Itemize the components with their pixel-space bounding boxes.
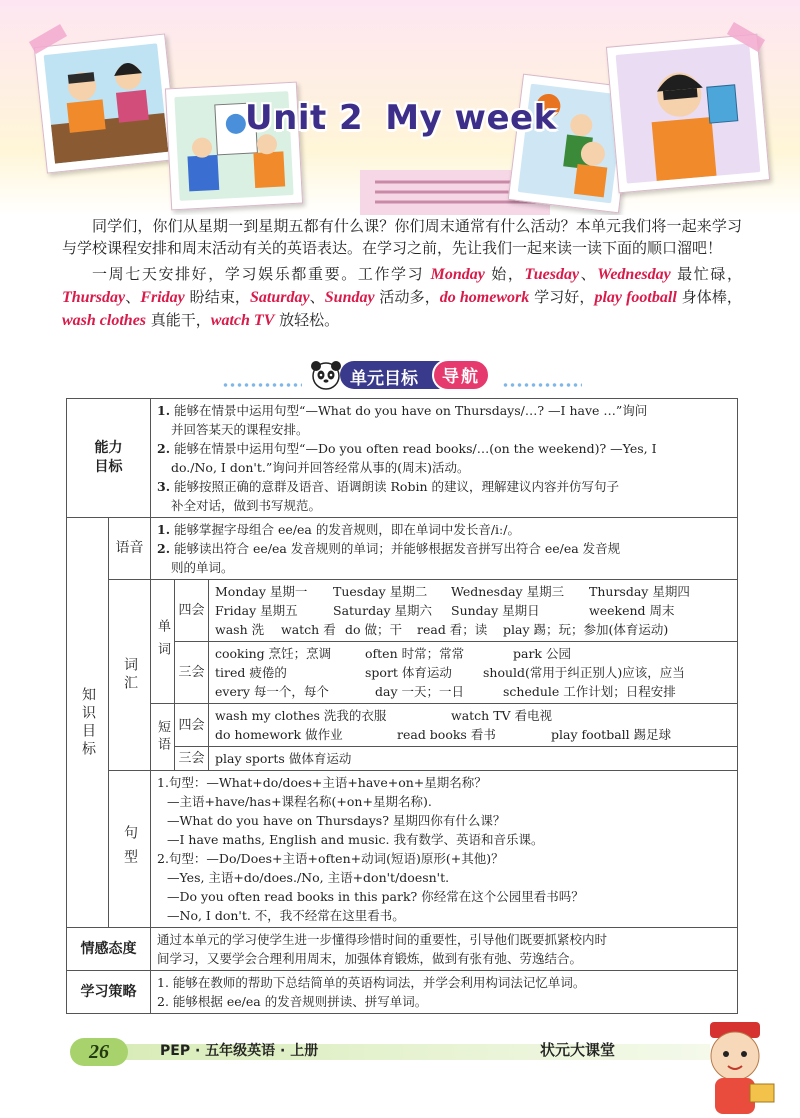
phrase-head: 短语	[151, 704, 175, 771]
three-skill-label: 三会	[175, 747, 209, 771]
intro-text	[62, 215, 742, 332]
photo-classroom	[34, 33, 179, 173]
table-row-words-four	[67, 580, 738, 642]
chant-text: 一周七天安排好，学习娱乐都重要。工作学习	[92, 265, 431, 283]
ability-item: 1. 能够在情景中运用句型“—What do you have on Thursdays/…? —I have …”询问 并回答某天的课程安排。	[151, 399, 738, 440]
knowledge-head: 知识目标	[67, 518, 109, 928]
ability-head: 能力目标	[67, 399, 151, 518]
dotted-line	[502, 383, 582, 387]
four-skill-label: 四会	[175, 580, 209, 642]
table-row-ability	[67, 399, 738, 440]
strategy-cell: 1. 能够在教师的帮助下总结简单的英语构词法，并学会利用构词法记忆单词。 2. 能够根据 ee/ea 的发音规则拼读、拼写单词。	[151, 971, 738, 1014]
chant-word: Wednesday	[597, 266, 671, 283]
table-row-sentences	[67, 771, 738, 928]
students-illustration	[44, 43, 169, 163]
attitude-cell: 通过本单元的学习使学生进一步懂得珍惜时间的重要性，引导他们既要抓紧校内时 间学习，又要学会合理利用周末，加强体育锻炼，做到有张有弛、劳逸结合。	[151, 928, 738, 971]
brand-name: 状元大课堂	[540, 1041, 616, 1059]
chant-paragraph	[62, 263, 742, 332]
unit-banner	[0, 0, 800, 215]
ability-item: 3. 能够按照正确的意群及语音、语调朗读 Robin 的建议，理解建议内容并仿写句子 补全对话，做到书写规范。	[151, 477, 738, 518]
chant-text: 真能干，	[146, 311, 211, 329]
unit-name: My week	[385, 98, 557, 138]
chant-text: 学习好，	[529, 288, 595, 306]
objectives-title: 单元目标	[350, 369, 418, 389]
ability-item: 2. 能够在情景中运用句型“—Do you often read books/…(on the weekend)? —Yes, I do./No, I don't.”询问并回答经常从事的(周末)活动。	[151, 439, 738, 477]
words-three-cell: cooking 烹饪；烹调 often 时常；常常 park 公园 tired 疲倦的 sport 体育运动 should(常用于纠正别人)应该，应当 every 每一个，每个 day 一天；一日 schedule 工作计划；日程安排	[209, 642, 738, 704]
chant-word: watch TV	[210, 312, 275, 329]
chant-word: do homework	[439, 289, 530, 306]
phonics-head: 语音	[109, 518, 151, 580]
boy-illustration	[616, 43, 761, 183]
intro-paragraph: 同学们，你们从星期一到星期五都有什么课？你们周末通常有什么活动？本单元我们将一起来学习与学校课程安排和周末活动有关的英语表达。在学习之前，先让我们一起来读一读下面的顺口溜吧！	[62, 217, 742, 257]
sentence-head: 句型	[109, 771, 151, 928]
chant-word: Thursday	[62, 289, 126, 306]
three-skill-label: 三会	[175, 642, 209, 704]
mascot-icon	[690, 1018, 780, 1118]
word-head: 单词	[151, 580, 175, 704]
chant-text: 、	[125, 288, 141, 306]
table-row-ability	[67, 439, 738, 477]
chant-word: Friday	[140, 289, 185, 306]
chant-word: play football	[594, 289, 677, 306]
four-skill-label: 四会	[175, 704, 209, 747]
chant-text: 盼结束，	[184, 288, 250, 306]
chant-text: 、	[309, 288, 325, 306]
chant-word: Saturday	[250, 289, 310, 306]
table-row-strategy	[67, 971, 738, 1014]
table-row-phrases-four	[67, 704, 738, 747]
chant-word: Sunday	[324, 289, 375, 306]
chant-text: 身体棒，	[676, 288, 742, 306]
photo-boy-reading	[606, 34, 770, 194]
dotted-line	[222, 383, 302, 387]
page-footer	[0, 1030, 800, 1118]
vocab-head: 词汇	[109, 580, 151, 771]
chant-text: 、	[579, 265, 598, 283]
chant-text: 活动多，	[374, 288, 440, 306]
chant-text: 放轻松。	[274, 311, 340, 329]
phrases-four-cell: wash my clothes 洗我的衣服 watch TV 看电视 do homework 做作业 read books 看书 play football 踢足球	[209, 704, 738, 747]
navigation-badge: 导航	[432, 359, 490, 391]
sentences-cell: 1.句型：—What+do/does+主语+have+on+星期名称？ —主语+have/has+课程名称(+on+星期名称). —What do you have on Thursdays? 星期四你有什么课？ —I have maths, English and music. 我有数学、英语和音乐课。 2.句型：—Do/Does+主语+often+动词(短语)原形(+其他)？ —Yes, 主语+do/does./No, 主语+don't/doesn't. —Do you often read books in this park? 你经常在这个公园里看书吗？ —No, I don't. 不，我不经常在这里看书。	[151, 771, 738, 928]
page-number: 26	[70, 1038, 128, 1066]
objectives-table	[66, 398, 738, 1014]
words-four-cell: Monday 星期一 Tuesday 星期二 Wednesday 星期三 Thursday 星期四 Friday 星期五 Saturday 星期六 Sunday 星期日 weekend 周末 wash 洗 watch 看 do 做；干 read 看；读 play 踢；玩；参加(体育运动)	[209, 580, 738, 642]
chant-word: wash clothes	[62, 312, 147, 329]
chant-text: 始，	[484, 265, 525, 283]
objectives-header	[222, 357, 582, 393]
chant-word: Monday	[430, 266, 485, 283]
table-row-ability	[67, 477, 738, 518]
panda-icon	[310, 359, 342, 391]
table-row-attitude	[67, 928, 738, 971]
phonics-cell: 1. 能够掌握字母组合 ee/ea 的发音规则，即在单词中发长音/iː/。 2. 能够读出符合 ee/ea 发音规则的单词；并能够根据发音拼写出符合 ee/ea 发音规 则的单词。	[151, 518, 738, 580]
strategy-head: 学习策略	[67, 971, 151, 1014]
unit-number: Unit 2	[245, 98, 364, 138]
attitude-head: 情感态度	[67, 928, 151, 971]
book-name: PEP · 五年级英语 · 上册	[160, 1043, 319, 1059]
objectives-title-pill	[310, 359, 510, 389]
chant-text: 最忙碌，	[670, 265, 742, 283]
table-row-phonics	[67, 518, 738, 580]
chant-word: Tuesday	[524, 266, 580, 283]
phrases-three-cell: play sports 做体育运动	[209, 747, 738, 771]
unit-title	[245, 98, 557, 138]
